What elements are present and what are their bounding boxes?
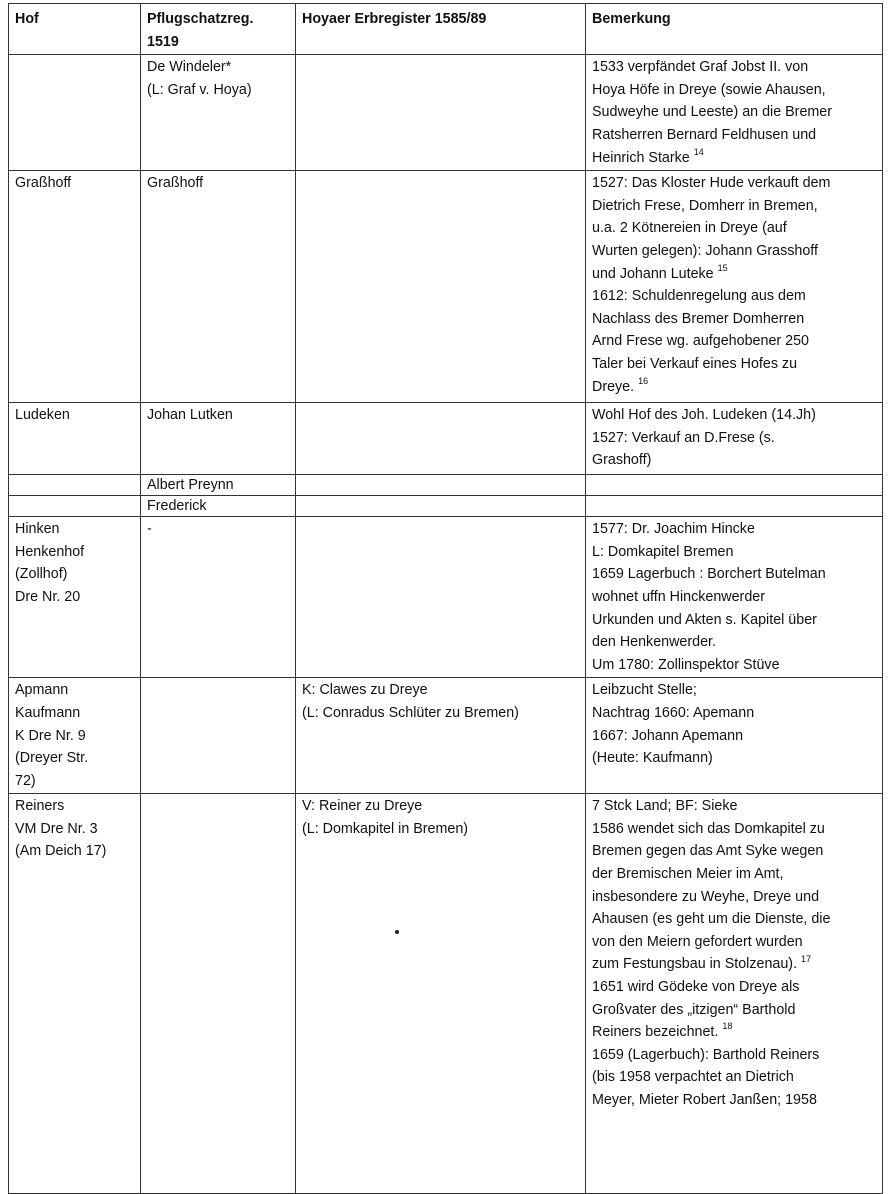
hoyaer-cell (296, 55, 586, 171)
pflugschatz-cell (141, 496, 296, 517)
cell-line: Hoya Höfe in Dreye (sowie Ahausen, (592, 81, 826, 98)
table-row (9, 403, 883, 475)
cell-line: Arnd Frese wg. aufgehobener 250 (592, 333, 809, 350)
cell-line: 1667: Johann Apemann (592, 727, 744, 744)
cell-line: Kaufmann (15, 704, 81, 721)
cell-line: Sudweyhe und Leeste) an die Bremer (592, 104, 833, 121)
cell-line: Graßhoff (15, 175, 72, 192)
hoyaer-cell (296, 517, 586, 678)
hof-cell (9, 678, 141, 794)
hof-cell (9, 517, 141, 678)
cell-line: Ludeken (15, 407, 70, 424)
header-pflugschatzregister (141, 4, 296, 55)
hof-cell (9, 496, 141, 517)
footnote-marker: 17 (801, 953, 812, 964)
hoyaer-cell (296, 794, 586, 1194)
hof-cell (9, 171, 141, 403)
cell-line: Henkenhof (15, 543, 85, 560)
cell-line: (Am Deich 17) (15, 843, 107, 860)
hoyaer-cell (296, 171, 586, 403)
pflugschatz-cell (141, 475, 296, 496)
table-row (9, 678, 883, 794)
cell-line: 7 Stck Land; BF: Sieke (592, 798, 738, 815)
bemerkung-cell (586, 794, 883, 1194)
cell-line: Apmann (15, 682, 69, 699)
bemerkung-cell (586, 496, 883, 517)
footnote-marker: 14 (693, 146, 704, 157)
cell-line: (Zollhof) (15, 566, 68, 583)
bemerkung-cell (586, 475, 883, 496)
hoyaer-cell (296, 678, 586, 794)
cell-line: 1533 verpfändet Graf Jobst II. von (592, 59, 809, 76)
cell-line: Albert Preynn (147, 477, 234, 494)
cell-line: (Heute: Kaufmann) (592, 750, 713, 767)
hoyaer-cell (296, 496, 586, 517)
cell-line: 1586 wendet sich das Domkapitel zu (592, 820, 825, 837)
pflugschatz-cell (141, 403, 296, 475)
cell-line: wohnet uffn Hinckenwerder (592, 588, 765, 605)
cell-line: Johan Lutken (147, 407, 233, 424)
cell-line: Bremen gegen das Amt Syke wegen (592, 843, 824, 860)
pflugschatz-cell (141, 678, 296, 794)
pflugschatz-cell (141, 55, 296, 171)
header-hoyaer-erbregister: Hoyaer Erbregister 1585/89 (296, 4, 586, 55)
cell-line: L: Domkapitel Bremen (592, 543, 734, 560)
cell-line: (bis 1958 verpachtet an Dietrich (592, 1069, 794, 1086)
header-hof: Hof (9, 4, 141, 55)
bemerkung-cell (586, 403, 883, 475)
cell-line: (Dreyer Str. (15, 750, 89, 767)
cell-line-text: Heinrich Starke (592, 149, 690, 166)
pflugschatz-cell (141, 517, 296, 678)
cell-line: von den Meiern gefordert wurden (592, 933, 803, 950)
table-row (9, 794, 883, 1194)
cell-line: 1612: Schuldenregelung aus dem (592, 288, 806, 305)
cell-line: Großvater des „itzigen“ Barthold (592, 1001, 796, 1018)
scan-speck (395, 930, 399, 934)
bemerkung-cell (586, 55, 883, 171)
cell-line-text: Reiners bezeichnet. (592, 1024, 719, 1041)
cell-line: - (147, 521, 152, 538)
cell-line: Wohl Hof des Joh. Ludeken (14.Jh) (592, 407, 816, 424)
cell-line: Wurten gelegen): Johann Grasshoff (592, 242, 818, 259)
cell-line-text: zum Festungsbau in Stolzenau). (592, 956, 798, 973)
table-row (9, 55, 883, 171)
cell-line: 1527: Das Kloster Hude verkauft dem (592, 175, 831, 192)
hof-cell (9, 403, 141, 475)
pflugschatz-cell (141, 794, 296, 1194)
cell-line: Dre Nr. 20 (15, 588, 81, 605)
footnote-marker: 16 (638, 375, 649, 386)
hof-cell (9, 475, 141, 496)
table-row (9, 496, 883, 517)
cell-line: Ahausen (es geht um die Dienste, die (592, 911, 831, 928)
footnote-marker: 18 (722, 1021, 733, 1032)
cell-line: 1659 Lagerbuch : Borchert Butelman (592, 566, 826, 583)
cell-line: Hinken (15, 521, 60, 538)
cell-line (592, 1021, 876, 1044)
bemerkung-cell (586, 171, 883, 403)
hoyaer-cell (296, 475, 586, 496)
cell-line: Reiners (15, 798, 65, 815)
cell-line: 1527: Verkauf an D.Frese (s. (592, 429, 775, 446)
cell-line: 1577: Dr. Joachim Hincke (592, 521, 755, 538)
cell-line: K Dre Nr. 9 (15, 727, 86, 744)
hof-cell (9, 794, 141, 1194)
cell-line (592, 147, 876, 170)
cell-line: insbesondere zu Weyhe, Dreye und (592, 888, 820, 905)
cell-line: Graßhoff (147, 175, 204, 192)
cell-line: der Bremischen Meier im Amt, (592, 866, 784, 883)
pflugschatz-cell (141, 171, 296, 403)
header-pflugschatzregister-text: Pflugschatzreg. 1519 (147, 11, 254, 50)
cell-line: (L: Graf v. Hoya) (147, 81, 252, 98)
header-bemerkung: Bemerkung (586, 4, 883, 55)
cell-line-text: Dreye. (592, 378, 635, 395)
cell-line: Nachlass des Bremer Domherren (592, 310, 805, 327)
table-body (9, 55, 883, 1194)
cell-line: Leibzucht Stelle; (592, 682, 697, 699)
cell-line: Frederick (147, 498, 207, 515)
hof-cell (9, 55, 141, 171)
cell-line: Um 1780: Zollinspektor Stüve (592, 656, 780, 673)
footnote-marker: 15 (717, 262, 728, 273)
cell-line: (L: Domkapitel in Bremen) (302, 820, 469, 837)
cell-line: Urkunden und Akten s. Kapitel über (592, 611, 817, 628)
farm-history-table (8, 3, 883, 1194)
cell-line: Meyer, Mieter Robert Janßen; 1958 (592, 1092, 817, 1108)
cell-line: De Windeler* (147, 59, 232, 76)
bemerkung-cell (586, 678, 883, 794)
cell-line: (L: Conradus Schlüter zu Bremen) (302, 704, 519, 721)
bemerkung-cell (586, 517, 883, 678)
cell-line: Nachtrag 1660: Apemann (592, 704, 755, 721)
cell-line: u.a. 2 Kötnereien in Dreye (auf (592, 220, 787, 237)
cell-line: Ratsherren Bernard Feldhusen und (592, 126, 817, 143)
cell-line: 1659 (Lagerbuch): Barthold Reiners (592, 1046, 820, 1063)
table-row (9, 475, 883, 496)
cell-line: 1651 wird Gödeke von Dreye als (592, 979, 800, 996)
cell-line: K: Clawes zu Dreye (302, 682, 428, 699)
cell-line: VM Dre Nr. 3 (15, 820, 98, 837)
cell-line: Grashoff) (592, 452, 652, 469)
document-page (8, 3, 883, 1194)
cell-line: Dietrich Frese, Domherr in Bremen, (592, 197, 818, 214)
cell-line: den Henkenwerder. (592, 634, 716, 651)
cell-line: 72) (15, 772, 36, 789)
hoyaer-cell (296, 403, 586, 475)
table-header-row (9, 4, 883, 55)
cell-line (592, 376, 876, 399)
table-row (9, 517, 883, 678)
cell-line (592, 953, 876, 976)
cell-line (592, 263, 876, 286)
cell-line-text: und Johann Luteke (592, 265, 714, 282)
cell-line: V: Reiner zu Dreye (302, 798, 423, 815)
table-row (9, 171, 883, 403)
cell-line: Taler bei Verkauf eines Hofes zu (592, 355, 798, 372)
